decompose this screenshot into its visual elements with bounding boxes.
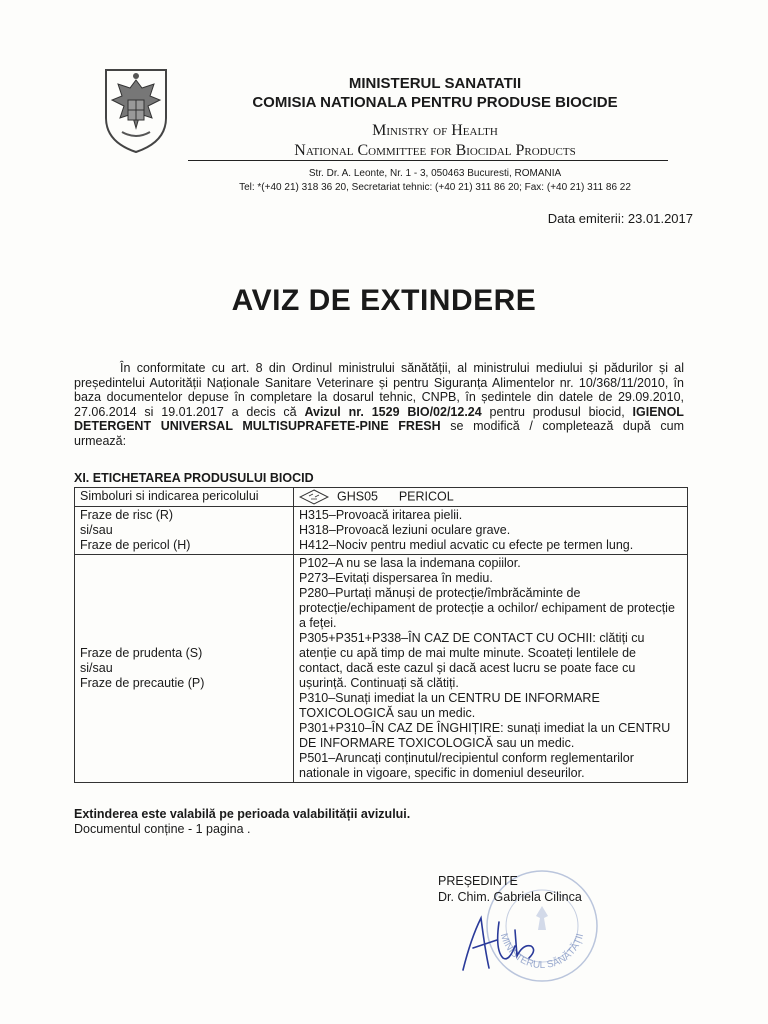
hazard-symbol-cell bbox=[294, 488, 688, 507]
intro-text-3: se modifică / completează după cum urmează: bbox=[74, 419, 684, 448]
precautionary-statement: P301+P310–ÎN CAZ DE ÎNGHIȚIRE: sunați imediat la un CENTRU DE INFORMARE TOXICOLOGICĂ sau un medic. bbox=[299, 721, 671, 750]
table-row bbox=[75, 488, 688, 507]
committee-name: COMISIA NATIONALA PENTRU PRODUSE BIOCIDE bbox=[252, 94, 618, 111]
label-line: Fraze de precautie (P) bbox=[80, 676, 205, 690]
table-row bbox=[75, 507, 688, 555]
precautionary-statement: P280–Purtați mănuși de protecție/îmbrăcăminte de protecție/echipament de protecție a ochilor/ echipament de protecție a feței. bbox=[299, 586, 675, 630]
hazard-symbol-label: Simboluri si indicarea pericolului bbox=[75, 488, 294, 507]
ministry-name: MINISTERUL SANATATII bbox=[348, 75, 522, 92]
header-divider bbox=[188, 160, 668, 161]
intro-paragraph bbox=[74, 361, 684, 448]
precautionary-statement: P305+P351+P338–ÎN CAZ DE CONTACT CU OCHII: clătiți cu atenție cu apă timp de mai multe minute. Scoateți lentilele de contact, dacă este cazul și dacă acest lucru se poate face cu ușurință. Continuați să clătiți. bbox=[299, 631, 645, 690]
precautionary-statement: P310–Sunați imediat la un CENTRU DE INFORMARE TOXICOLOGICĂ sau un medic. bbox=[299, 691, 600, 720]
risk-phrases-values bbox=[294, 507, 688, 555]
committee-name-en: National Committee for Biocidal Products bbox=[294, 142, 576, 159]
ghs-code: GHS05 bbox=[337, 489, 378, 504]
issue-date: Data emiterii: 23.01.2017 bbox=[547, 211, 693, 226]
label-line: Fraze de risc (R) bbox=[80, 508, 174, 522]
precautionary-statement: P273–Evitați dispersarea în mediu. bbox=[299, 571, 493, 585]
romania-coat-of-arms-icon bbox=[102, 66, 170, 154]
table-row bbox=[75, 555, 688, 783]
precaution-phrases-values bbox=[294, 555, 688, 783]
phones: Tel: *(+40 21) 318 36 20, Secretariat tehnic: (+40 21) 311 86 20; Fax: (+40 21) 311 86 22 bbox=[239, 182, 631, 193]
hazard-statement: H412–Nociv pentru mediul acvatic cu efecte pe termen lung. bbox=[299, 538, 634, 552]
stamp-text: MINISTERUL SĂNĂTĂȚII bbox=[497, 932, 587, 972]
section-title: XI. ETICHETAREA PRODUSULUI BIOCID bbox=[74, 471, 314, 485]
label-line: si/sau bbox=[80, 523, 113, 537]
signatory-name: Dr. Chim. Gabriela Cilinca bbox=[438, 890, 582, 904]
page-count: Documentul conține - 1 pagina . bbox=[74, 822, 251, 836]
label-line: si/sau bbox=[80, 661, 113, 675]
footer-notes bbox=[74, 807, 410, 837]
aviz-number: Avizul nr. 1529 BIO/02/12.24 bbox=[304, 404, 482, 419]
intro-text-2: pentru produsul biocid, bbox=[489, 404, 625, 419]
signal-word: PERICOL bbox=[398, 489, 454, 504]
hazard-statement: H315–Provoacă iritarea pielii. bbox=[299, 508, 463, 522]
hazard-statement: H318–Provoacă leziuni oculare grave. bbox=[299, 523, 511, 537]
precaution-phrases-label bbox=[75, 555, 294, 783]
handwritten-signature bbox=[445, 900, 555, 980]
corrosion-icon bbox=[299, 489, 329, 505]
signatory-role: PREȘEDINTE bbox=[438, 874, 518, 888]
precautionary-statement: P501–Aruncați conținutul/recipientul conform reglementarilor nationale in vigoare, specific in domeniul deseurilor. bbox=[299, 751, 634, 780]
label-line: Fraze de pericol (H) bbox=[80, 538, 191, 552]
letterhead-english bbox=[215, 121, 655, 161]
labelling-table bbox=[74, 487, 688, 783]
address: Str. Dr. A. Leonte, Nr. 1 - 3, 050463 Bucuresti, ROMANIA bbox=[308, 168, 562, 179]
label-line: Fraze de prudenta (S) bbox=[80, 646, 203, 660]
risk-phrases-label bbox=[75, 507, 294, 555]
document-title: AVIZ DE EXTINDERE bbox=[231, 284, 537, 317]
validity-note: Extinderea este valabilă pe perioada valabilității avizului. bbox=[74, 807, 411, 821]
ministry-name-en: Ministry of Health bbox=[372, 122, 498, 139]
letterhead-romanian bbox=[215, 74, 655, 112]
precautionary-statement: P102–A nu se lasa la indemana copiilor. bbox=[299, 556, 521, 570]
contact-info bbox=[200, 167, 670, 195]
product-name: IGIENOL DETERGENT UNIVERSAL MULTISUPRAFETE-PINE FRESH bbox=[74, 404, 684, 433]
intro-text-1: În conformitate cu art. 8 din Ordinul ministrului sănătății, al ministrului mediului și pădurilor și al președintelui Autorității Naționale Sanitare Veterinare și pentru Siguranța Alimentelor nr. 10/368/11/2010, în baza documentelor depuse în completare la dosarul tehnic, CNPB, în ședintele din datele de 29.09.2010, 27.06.2014 si 19.01.2017 a decis că bbox=[74, 361, 684, 419]
